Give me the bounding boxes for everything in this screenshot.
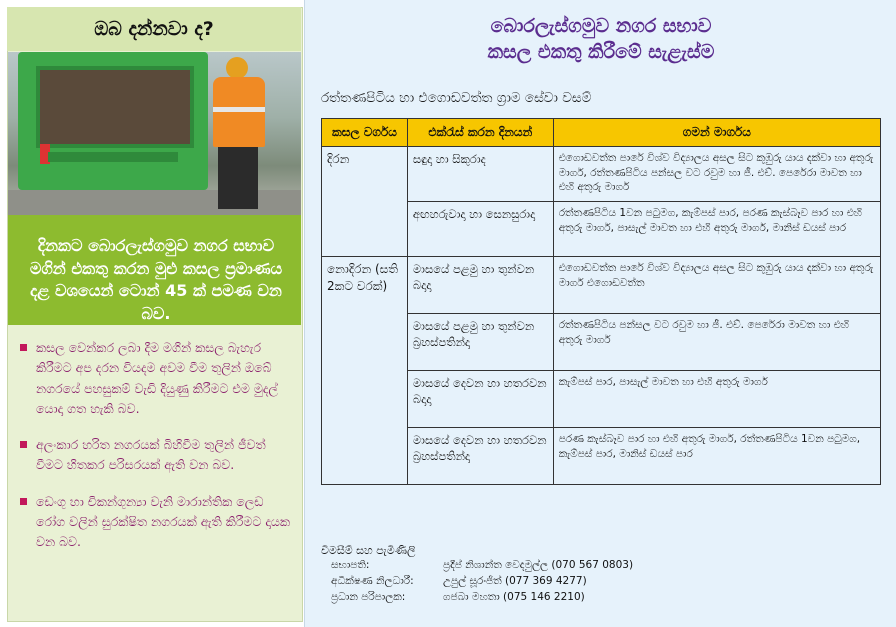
collection-schedule-table	[321, 118, 881, 485]
contact-person: උපුල් සූරංජිත් (077 369 4277)	[443, 574, 587, 587]
facts-list	[14, 338, 296, 568]
route-cell: එගොඩවත්ත පාරේ විශ්ව විද්‍යාලය අසල සිට කුඹුරු යාය දක්වා හා අතුරු මාර්ග, රත්තණපිටිය පන්සල වට රවුම හා ජී. එච්. පෙරේරා මාවත හා එහි අතුරු මාර්ග	[553, 147, 880, 202]
table-row	[322, 257, 881, 314]
day-cell: මාසයේ පළමු හා තුන්වන බදාදා	[407, 257, 553, 314]
fact-text: අලංකාර හරිත නගරයක් බිහිවීම තුලින් ජීවත් වීමට හිතකර පරිසරයක් ඇති වන බව.	[36, 437, 266, 473]
waste-type-cell: නොදිරන (සති 2කට වරක්)	[322, 257, 408, 485]
day-cell: අඟහරුවාදා හා සෙනසුරාදා	[407, 202, 553, 257]
day-cell: මාසයේ දෙවන හා හතරවන බ්‍රහස්පතින්දා	[407, 428, 553, 485]
day-cell: මාසයේ දෙවන හා හතරවන බදාදා	[407, 371, 553, 428]
contact-role: සභාපති:	[331, 559, 370, 571]
contact-person: ගජබා මහතා (075 146 2210)	[443, 590, 585, 603]
photo-truck-hopper	[36, 66, 194, 148]
bullet-square-icon	[20, 344, 27, 351]
header-route: ගමන් මාර්ගය	[553, 119, 880, 147]
day-cell: සඳුදා හා සිකුරාද	[407, 147, 553, 202]
did-you-know-heading	[7, 7, 301, 51]
page-subtitle: රත්තණපිටිය හා එගොඩවත්ත ග්‍රාම සේවා වසම්	[321, 90, 592, 106]
route-cell: කැම්පස් පාර, පාසැල් මාවත හා එහි අතුරු මාර්ග	[553, 371, 880, 428]
photo-worker-legs	[218, 147, 258, 209]
fact-item	[14, 492, 296, 553]
right-panel	[304, 0, 896, 627]
title-line-2: කසල එකතු කිරීමේ සැළැස්ම	[487, 40, 715, 63]
photo-truck-bumper	[48, 152, 178, 162]
contact-role: ප්‍රධාන පරිපාලක:	[331, 590, 406, 603]
highlight-text: දිනකට බොරලැස්ගමුව නගර සභාව මගින් එකතු කරන මුළු කසල ප්‍රමාණය දළ වශයෙන් ටොන් 45 ක් පමණ වන බව.	[29, 236, 283, 324]
route-cell: රත්තණපිටිය පන්සල වට රවුම හා ජී. එච්. පෙරේරා මාවත හා එහි අතුරු මාර්ග	[553, 314, 880, 371]
contact-row	[321, 590, 633, 606]
highlight-box	[8, 215, 301, 325]
contact-row	[321, 574, 633, 590]
fact-item	[14, 338, 296, 419]
photo-worker	[213, 77, 265, 147]
contact-role: අධීක්ෂණ නිලධාරී:	[331, 574, 414, 587]
title-line-1: බොරලැස්ගමුව නගර සභාව	[490, 15, 712, 37]
contact-row	[321, 558, 633, 574]
page-title	[305, 14, 896, 65]
contact-person: ප්‍රදීප් නිශාන්ත වෙදමුල්ල (070 567 0803)	[443, 559, 634, 571]
photo-worker-stripe	[213, 107, 265, 112]
bullet-square-icon	[20, 498, 27, 505]
route-cell: පරණ කැස්බෑව පාර හා එහි අතුරු මාර්ග, රත්තණපිටිය 1වන පටුමග, කැම්පස් පාර, මානිස් ඩයස් පාර	[553, 428, 880, 485]
bullet-square-icon	[20, 441, 27, 448]
garbage-truck-photo	[8, 52, 301, 215]
did-you-know-text: ඔබ දන්නවා ද?	[94, 18, 214, 40]
table-row	[322, 147, 881, 202]
route-cell: රත්තණපිටිය 1වන පටුමග, කැම්පස් පාර, පරණ කැස්බෑව පාර හා එහි අතුරු මාර්ග, පාසැල් මාවත හා එහි අතුරු මාර්ග, මානිස් ඩයස් පාර	[553, 202, 880, 257]
waste-type-cell: දිරන	[322, 147, 408, 257]
day-cell: මාසයේ පළමු හා තුන්වන බ්‍රහස්පතින්දා	[407, 314, 553, 371]
left-panel	[0, 0, 304, 627]
fact-text: කසල වෙන්කර ලබා දීම මගින් කසල බැහැර කිරීමට අප දරන වියදම අවම වීම තුලින් ඔබේ නගරයේ පහසුකම් වැඩි දියුණු කිරීමට එම මුදල් යොදා ගත හැකි බව.	[36, 340, 278, 416]
photo-truck	[18, 52, 208, 190]
contact-heading: විමසීම් සහ පැමිණිලි	[321, 544, 416, 557]
fact-text: ඩෙංගු හා චිකන්ගුන්‍යා වැනි මාරාන්තික ලෙඩ රෝග වලින් සුරක්ෂිත නගරයක් ඇති කිරීමට දායක වන බව.	[36, 493, 291, 549]
contact-section	[321, 544, 633, 606]
fact-item	[14, 435, 296, 476]
photo-worker-helmet	[226, 57, 248, 79]
header-collection-days: එක්රැස් කරන දිනයන්	[407, 119, 553, 147]
table-header-row	[322, 119, 881, 147]
route-cell: එගොඩවත්ත පාරේ විශ්ව විද්‍යාලය අසල සිට කුඹුරු යාය දක්වා හා අතුරු මාර්ග එගොඩවත්ත	[553, 257, 880, 314]
header-waste-type: කසල වර්ගය	[322, 119, 408, 147]
